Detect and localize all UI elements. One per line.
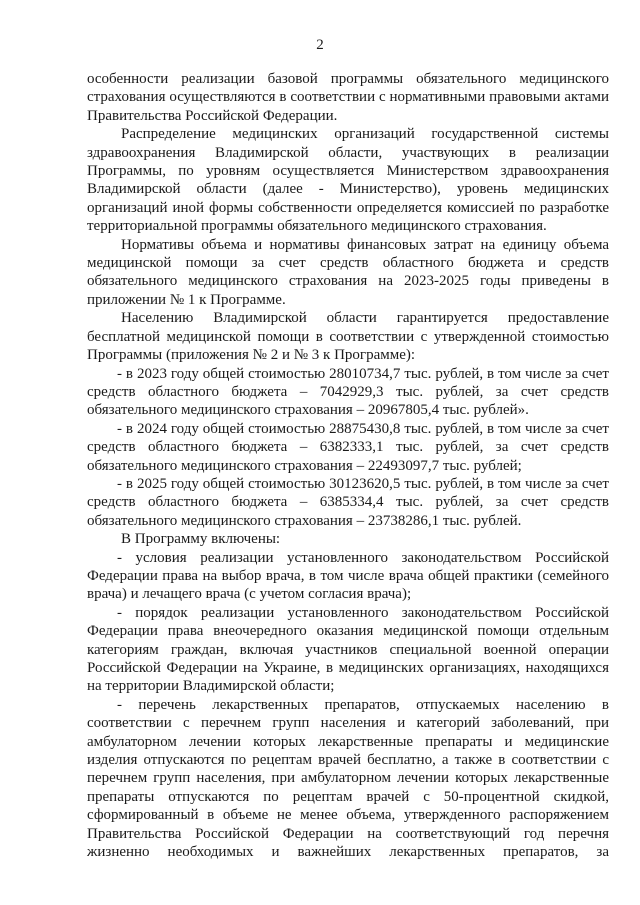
paragraph-distribution: Распределение медицинских организаций государственной системы здравоохранения Владимирской области, участвующих в реализации Программы, по уровням осуществляется Министерством здравоохранения Владимирской области (далее - Министерство), уровень медицинских организаций иной формы собственности определяется комиссией по разработке территориальной программы обязательного медицинского страхования. [87,126,609,235]
list-item-2024: - в 2024 году общей стоимостью 28875430,8 тыс. рублей, в том числе за счет средств областного бюджета – 6382333,1 тыс. рублей, за счет средств обязательного медицинского страхования – 22493097,7 тыс. рублей; [87,420,609,474]
list-item-doctor-choice: - условия реализации установленного законодательством Российской Федерации права на выбор врача, в том числе врача общей практики (семейного врача) и лечащего врача (с учетом согласия врача); [87,549,609,603]
paragraph-guarantee: Населению Владимирской области гарантируется предоставление бесплатной медицинской помощи в соответствии с утвержденной стоимостью Программы (приложения № 2 и № 3 к Программе): [87,310,609,364]
paragraph-continuation: особенности реализации базовой программы обязательного медицинского страхования осуществляются в соответствии с нормативными правовыми актами Правительства Российской Федерации. [87,71,609,124]
list-item-2023: - в 2023 году общей стоимостью 28010734,7 тыс. рублей, в том числе за счет средств областного бюджета – 7042929,3 тыс. рублей, за счет средств обязательного медицинского страхования – 20967805,4 тыс. рублей». [87,365,609,419]
list-item-priority-care: - порядок реализации установленного законодательством Российской Федерации права внеочередного оказания медицинской помощи отдельным категориям граждан, включая участников специальной военной операции Российской Федерации на Украине, в медицинских организациях, находящихся на территории Владимирской области; [87,604,609,695]
list-item-2025: - в 2025 году общей стоимостью 30123620,5 тыс. рублей, в том числе за счет средств областного бюджета – 6385334,4 тыс. рублей, за счет средств обязательного медицинского страхования – 23738286,1 тыс. рублей. [87,475,609,529]
paragraph-included: В Программу включены: [121,531,281,548]
paragraph-standards: Нормативы объема и нормативы финансовых затрат на единицу объема медицинской помощи за счет средств областного бюджета и средств обязательного медицинского страхования на 2023-2025 годы приведены в приложении № 1 к Программе. [87,236,609,308]
list-item-medicines: - перечень лекарственных препаратов, отпускаемых населению в соответствии с перечнем групп населения и категорий заболеваний, при амбулаторном лечении которых лекарственные препараты и медицинские изделия отпускаются по рецептам врачей бесплатно, а также в соответствии с перечнем групп населения, при амбулаторном лечении которых лекарственные препараты отпускаются по рецептам врачей с 50-процентной скидкой, сформированный в объеме не менее объема, утвержденного распоряжением Правительства Российской Федерации на соответствующий год перечня жизненно необходимых и важнейших лекарственных препаратов, за [87,696,609,861]
page-number: 2 [316,37,324,53]
document-body [87,70,609,861]
